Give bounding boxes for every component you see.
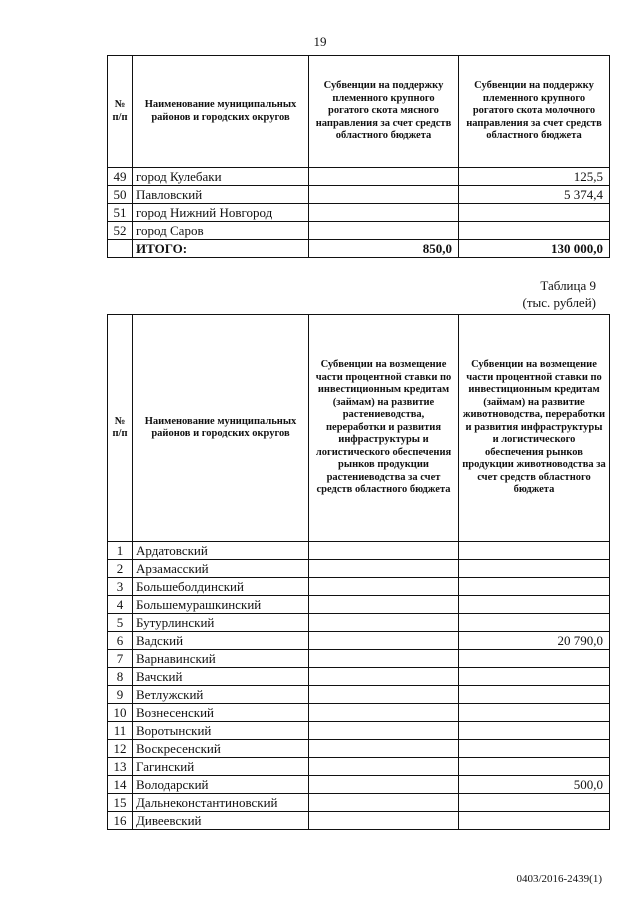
row-number: 1 xyxy=(108,542,133,560)
row-col2 xyxy=(459,614,610,632)
row-name: Вадский xyxy=(133,632,309,650)
row-number: 13 xyxy=(108,758,133,776)
table-row xyxy=(108,632,610,650)
total-col2: 130 000,0 xyxy=(459,240,610,258)
table-row xyxy=(108,794,610,812)
table-row xyxy=(108,668,610,686)
row-name: Володарский xyxy=(133,776,309,794)
row-col1 xyxy=(309,560,459,578)
row-name: город Кулебаки xyxy=(133,168,309,186)
row-col2 xyxy=(459,812,610,830)
table-row xyxy=(108,650,610,668)
row-col2: 5 374,4 xyxy=(459,186,610,204)
row-number: 52 xyxy=(108,222,133,240)
row-number: 10 xyxy=(108,704,133,722)
header-num: № п/п xyxy=(108,56,133,168)
subsidy-table-credit xyxy=(107,314,610,830)
row-col1 xyxy=(309,614,459,632)
row-number: 14 xyxy=(108,776,133,794)
table-title: Таблица 9 xyxy=(540,278,596,293)
row-col1 xyxy=(309,704,459,722)
header-name: Наименование муниципальных районов и городских округов xyxy=(133,56,309,168)
row-col1 xyxy=(309,668,459,686)
row-name: Павловский xyxy=(133,186,309,204)
row-col1 xyxy=(309,686,459,704)
row-name: Дальнеконстантиновский xyxy=(133,794,309,812)
row-col2 xyxy=(459,704,610,722)
page-number: 19 xyxy=(313,34,327,49)
row-name: Воскресенский xyxy=(133,740,309,758)
row-number: 3 xyxy=(108,578,133,596)
row-col1 xyxy=(309,776,459,794)
row-name: Гагинский xyxy=(133,758,309,776)
row-name: Дивеевский xyxy=(133,812,309,830)
table-row xyxy=(108,704,610,722)
table-row xyxy=(108,596,610,614)
row-col1 xyxy=(309,740,459,758)
row-number: 15 xyxy=(108,794,133,812)
row-number: 9 xyxy=(108,686,133,704)
row-number: 12 xyxy=(108,740,133,758)
row-name: Бутурлинский xyxy=(133,614,309,632)
table2-body xyxy=(108,542,610,830)
table-row xyxy=(108,758,610,776)
row-col1 xyxy=(309,222,459,240)
row-col2 xyxy=(459,794,610,812)
row-col2 xyxy=(459,740,610,758)
row-number: 49 xyxy=(108,168,133,186)
table-row xyxy=(108,186,610,204)
row-name: Большемурашкинский xyxy=(133,596,309,614)
header-col2: Субвенции на поддержку племенного крупного рогатого скота молочного направления за счет средств областного бюджета xyxy=(459,56,610,168)
row-col1 xyxy=(309,650,459,668)
header-col1: Субвенции на возмещение части процентной ставки по инвестиционным кредитам (займам) на развитие растениеводства, переработки и развития инфраструктуры и логистического обеспечения рынков продукции растениеводства за счет средств областного бюджета xyxy=(309,315,459,542)
row-col1 xyxy=(309,168,459,186)
total-label: ИТОГО: xyxy=(133,240,309,258)
row-number: 5 xyxy=(108,614,133,632)
row-col1 xyxy=(309,204,459,222)
row-number: 8 xyxy=(108,668,133,686)
header-num: № п/п xyxy=(108,315,133,542)
table1-body xyxy=(108,168,610,240)
row-col2 xyxy=(459,650,610,668)
row-col1 xyxy=(309,542,459,560)
row-number: 50 xyxy=(108,186,133,204)
total-col1: 850,0 xyxy=(309,240,459,258)
table-row xyxy=(108,222,610,240)
row-number: 51 xyxy=(108,204,133,222)
row-col2: 125,5 xyxy=(459,168,610,186)
table-row xyxy=(108,168,610,186)
table-row xyxy=(108,812,610,830)
row-col2: 500,0 xyxy=(459,776,610,794)
row-name: Воротынский xyxy=(133,722,309,740)
row-number: 2 xyxy=(108,560,133,578)
table-row xyxy=(108,722,610,740)
row-number: 7 xyxy=(108,650,133,668)
header-col1: Субвенции на поддержку племенного крупного рогатого скота мясного направления за счет средств областного бюджета xyxy=(309,56,459,168)
row-col1 xyxy=(309,794,459,812)
row-col1 xyxy=(309,632,459,650)
table-row xyxy=(108,614,610,632)
row-name: Вачский xyxy=(133,668,309,686)
row-name: город Саров xyxy=(133,222,309,240)
row-number: 4 xyxy=(108,596,133,614)
row-col1 xyxy=(309,578,459,596)
row-col1 xyxy=(309,722,459,740)
table-row xyxy=(108,560,610,578)
row-number: 16 xyxy=(108,812,133,830)
subsidy-table-livestock xyxy=(107,55,610,258)
header-col2: Субвенции на возмещение части процентной ставки по инвестиционным кредитам (займам) на развитие животноводства, переработки и развития инфраструктуры и логистического обеспечения рынков продукции животноводства за счет средств областного бюджета xyxy=(459,315,610,542)
row-name: Арзамасский xyxy=(133,560,309,578)
row-col2: 20 790,0 xyxy=(459,632,610,650)
header-name: Наименование муниципальных районов и городских округов xyxy=(133,315,309,542)
row-number: 11 xyxy=(108,722,133,740)
row-col2 xyxy=(459,578,610,596)
row-col2 xyxy=(459,542,610,560)
table-row xyxy=(108,740,610,758)
row-name: Большеболдинский xyxy=(133,578,309,596)
row-name: Варнавинский xyxy=(133,650,309,668)
row-col1 xyxy=(309,758,459,776)
row-col2 xyxy=(459,204,610,222)
row-name: Вознесенский xyxy=(133,704,309,722)
row-col1 xyxy=(309,596,459,614)
row-col1 xyxy=(309,186,459,204)
table-units: (тыс. рублей) xyxy=(522,295,596,310)
row-number: 6 xyxy=(108,632,133,650)
total-num xyxy=(108,240,133,258)
row-col2 xyxy=(459,686,610,704)
total-row xyxy=(108,240,610,258)
row-col2 xyxy=(459,668,610,686)
row-col2 xyxy=(459,722,610,740)
table-row xyxy=(108,542,610,560)
table-row xyxy=(108,686,610,704)
table-row xyxy=(108,578,610,596)
row-col2 xyxy=(459,560,610,578)
table-row xyxy=(108,776,610,794)
row-col2 xyxy=(459,596,610,614)
document-code: 0403/2016-2439(1) xyxy=(516,873,602,885)
row-name: город Нижний Новгород xyxy=(133,204,309,222)
row-name: Ветлужский xyxy=(133,686,309,704)
row-col2 xyxy=(459,758,610,776)
row-col1 xyxy=(309,812,459,830)
table-row xyxy=(108,204,610,222)
row-name: Ардатовский xyxy=(133,542,309,560)
row-col2 xyxy=(459,222,610,240)
